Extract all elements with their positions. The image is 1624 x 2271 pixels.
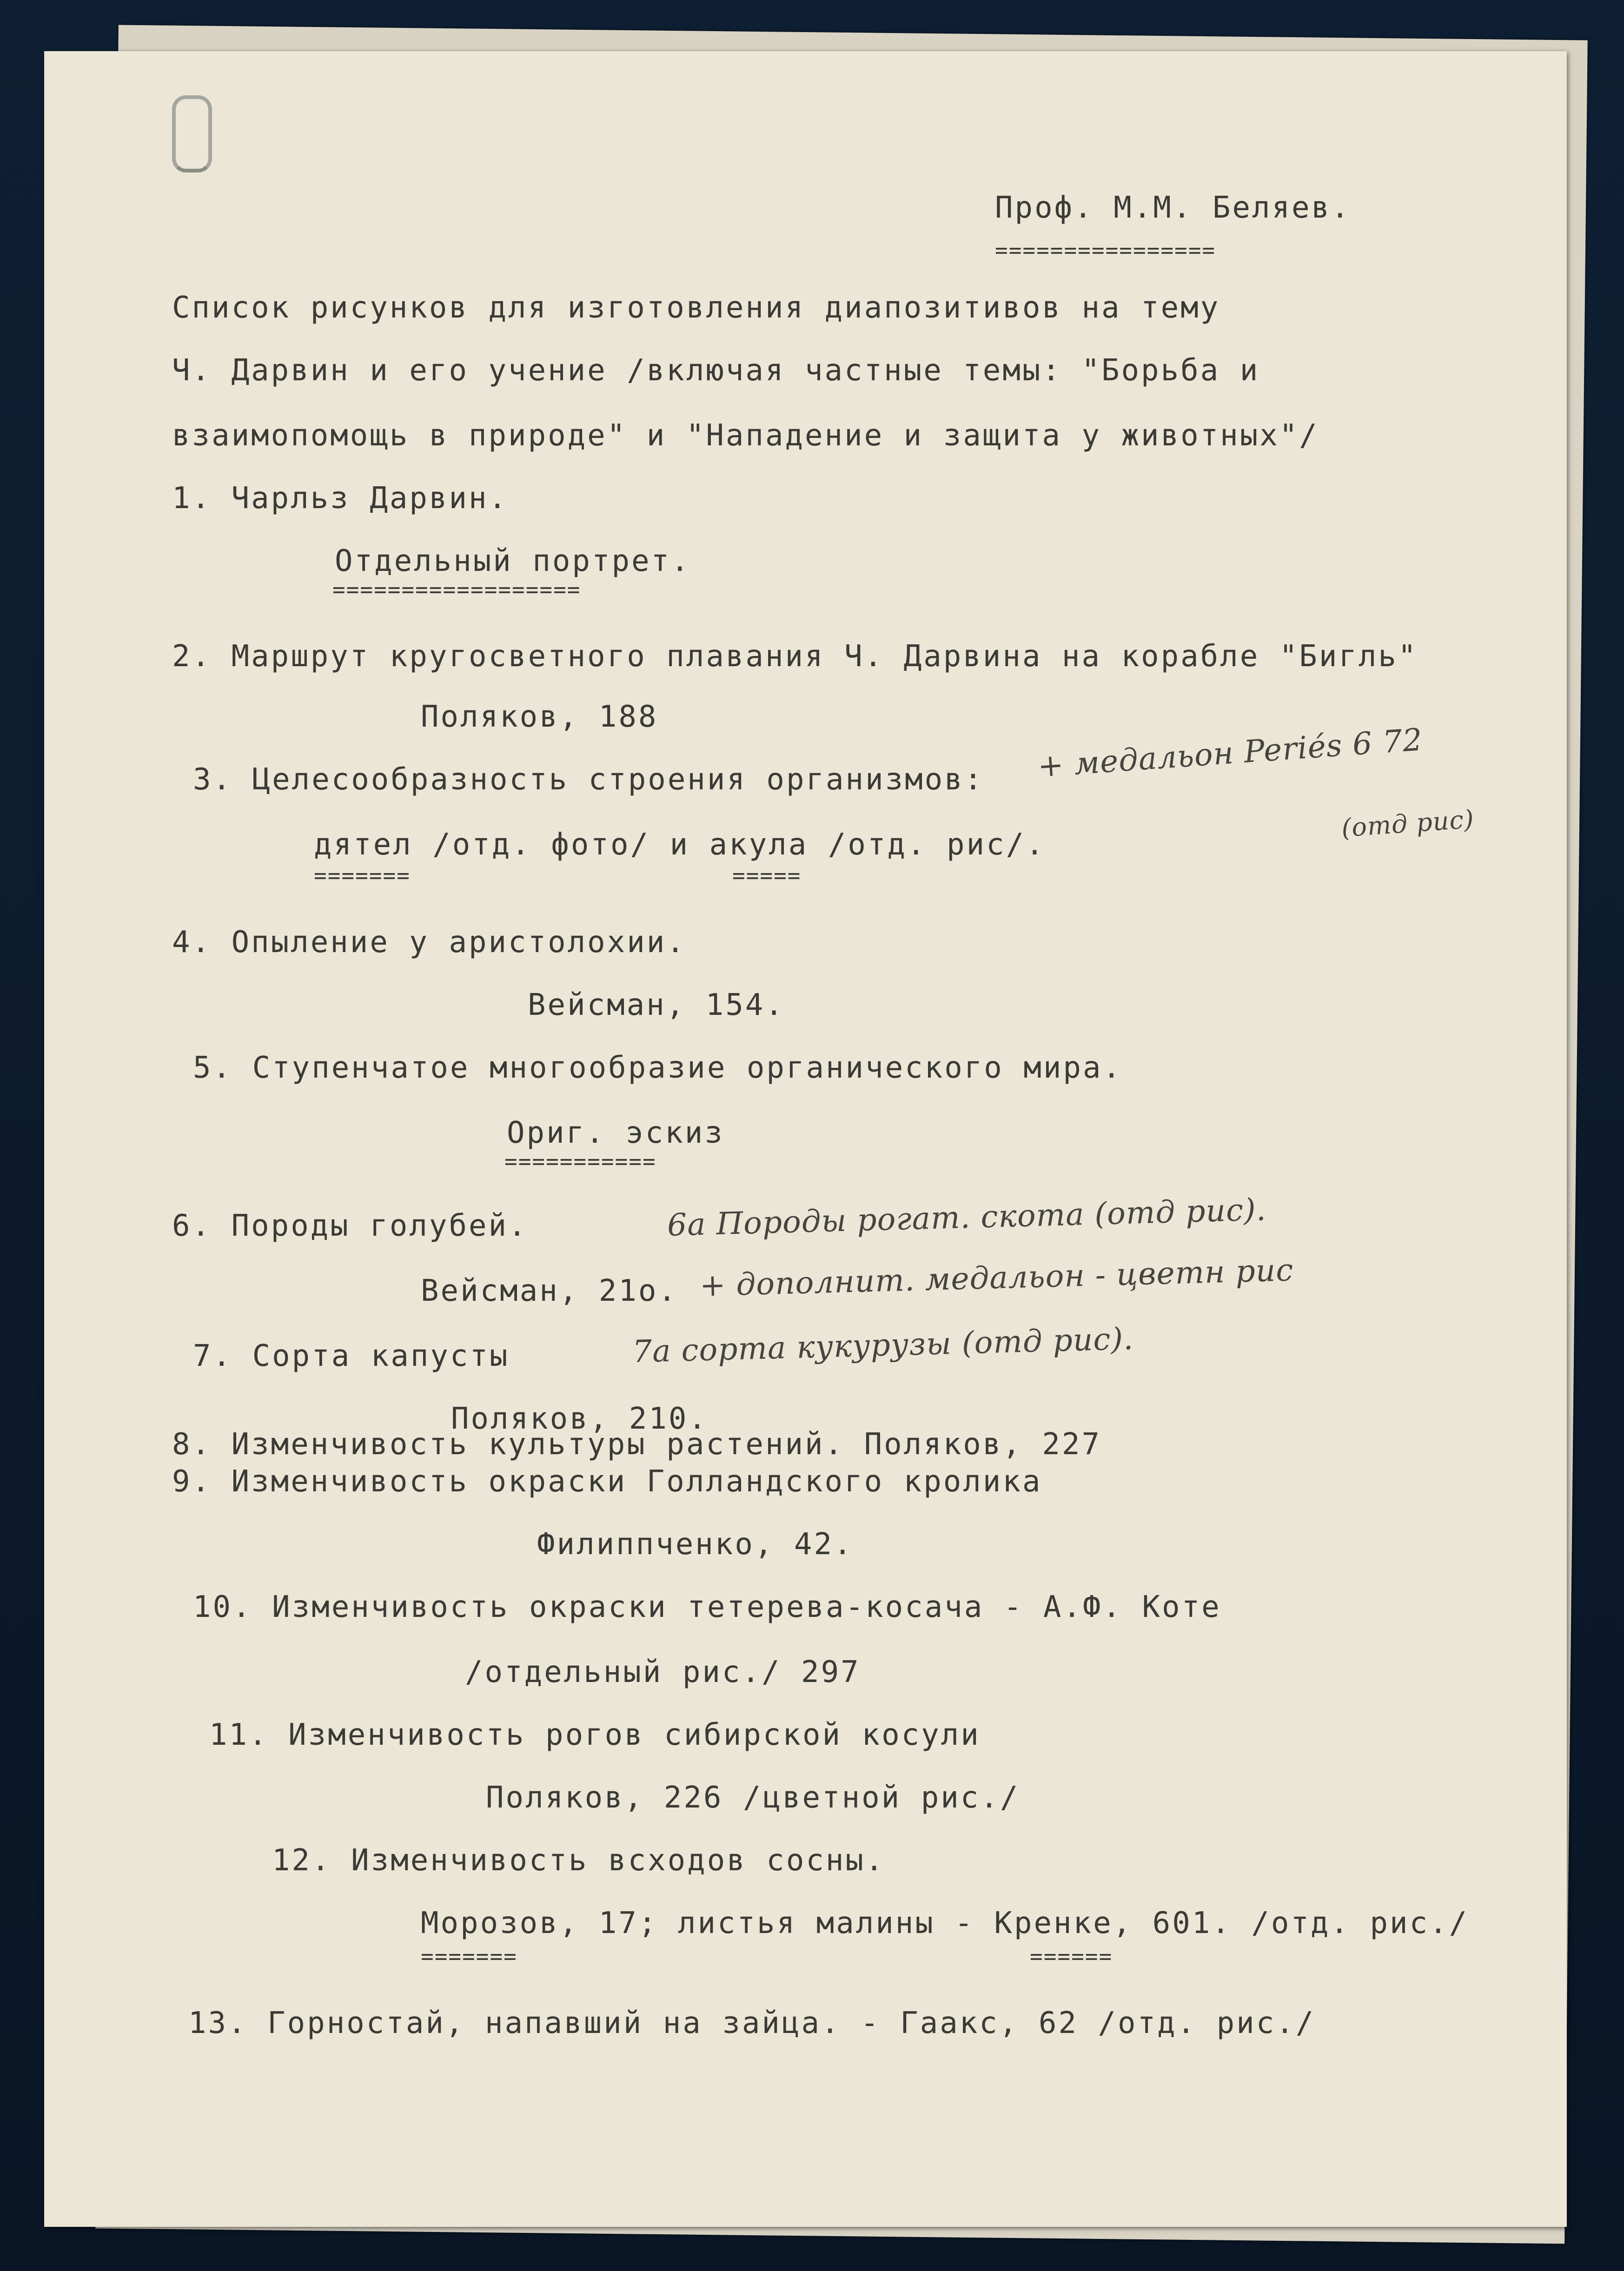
item-5-source-underline: =========== [504, 1149, 656, 1174]
document-page [44, 51, 1567, 2227]
item-5-title: 5. Ступенчатое многообразие органического мира. [193, 1051, 1122, 1085]
intro-line-3: взаимопомощь в природе" и "Нападение и защита у животных"/ [172, 418, 1319, 453]
item-3-underline-shark: ===== [732, 863, 802, 888]
item-6-source: Вейсман, 21о. [421, 1274, 678, 1308]
item-6-handwritten-note: 6а Породы рогат. скота (отд рис). [667, 1192, 1267, 1243]
item-10-title: 10. Изменчивость окраски тетерева-косача - А.Ф. Коте [193, 1590, 1221, 1624]
item-13-title: 13. Горностай, напавший на зайца. - Гаакс, 62 /отд. рис./ [188, 2006, 1316, 2040]
item-12-source: Морозов, 17; листья малины - Кренке, 601. /отд. рис./ [421, 1906, 1469, 1940]
item-3-underline-woodpecker: ======= [314, 863, 411, 888]
item-2-source: Поляков, 188 [421, 700, 658, 734]
item-4-title: 4. Опыление у аристолохии. [172, 925, 686, 960]
item-12-underline-krenke: ====== [1030, 1944, 1113, 1969]
item-1-source: Отдельный портрет. [335, 544, 691, 578]
item-2-title: 2. Маршрут кругосветного плавания Ч. Дарвина на корабле "Бигль" [172, 639, 1418, 674]
item-6-title: 6. Породы голубей. [172, 1209, 528, 1243]
item-12-underline-morozov: ======= [421, 1944, 517, 1969]
author-heading: Проф. М.М. Беляев. [995, 191, 1351, 225]
item-6-handwritten-note-2: + дополнит. медальон - цветн рис [699, 1252, 1294, 1304]
item-3-title: 3. Целесообразность строения организмов: [193, 762, 984, 797]
item-9-source: Филиппченко, 42. [537, 1527, 854, 1562]
item-11-title: 11. Изменчивость рогов сибирской косули [209, 1718, 981, 1752]
item-7-source: Поляков, 210. [451, 1402, 708, 1436]
item-1-source-underline: ================== [332, 577, 581, 602]
item-3-handwritten-note: + медальон Periés 6 72 [1036, 722, 1424, 784]
item-3-source: дятел /отд. фото/ и акула /отд. рис/. [314, 828, 1046, 862]
paper-clip-hook [172, 95, 212, 172]
item-11-source: Поляков, 226 /цветной рис./ [486, 1781, 1020, 1815]
intro-line-2: Ч. Дарвин и его учение /включая частные темы: "Борьба и [172, 353, 1260, 388]
intro-line-1: Список рисунков для изготовления диапозитивов на тему [172, 291, 1220, 325]
item-10-source: /отдельный рис./ 297 [465, 1655, 861, 1689]
item-4-source: Вейсман, 154. [528, 988, 785, 1022]
item-8-title: 8. Изменчивость культуры растений. Поляков, 227 [172, 1427, 1101, 1462]
item-9-title: 9. Изменчивость окраски Голландского кролика [172, 1464, 1042, 1499]
item-12-title: 12. Изменчивость всходов сосны. [272, 1843, 885, 1878]
author-underline: ================ [995, 238, 1216, 263]
item-1-title: 1. Чарльз Дарвин. [172, 481, 509, 516]
item-3-handwritten-note-2: (отд рис) [1340, 804, 1475, 843]
item-7-handwritten-note: 7а сорта кукурузы (отд рис). [632, 1320, 1134, 1370]
item-5-source: Ориг. эскиз [507, 1116, 724, 1150]
item-7-title: 7. Сорта капусты [193, 1339, 510, 1373]
